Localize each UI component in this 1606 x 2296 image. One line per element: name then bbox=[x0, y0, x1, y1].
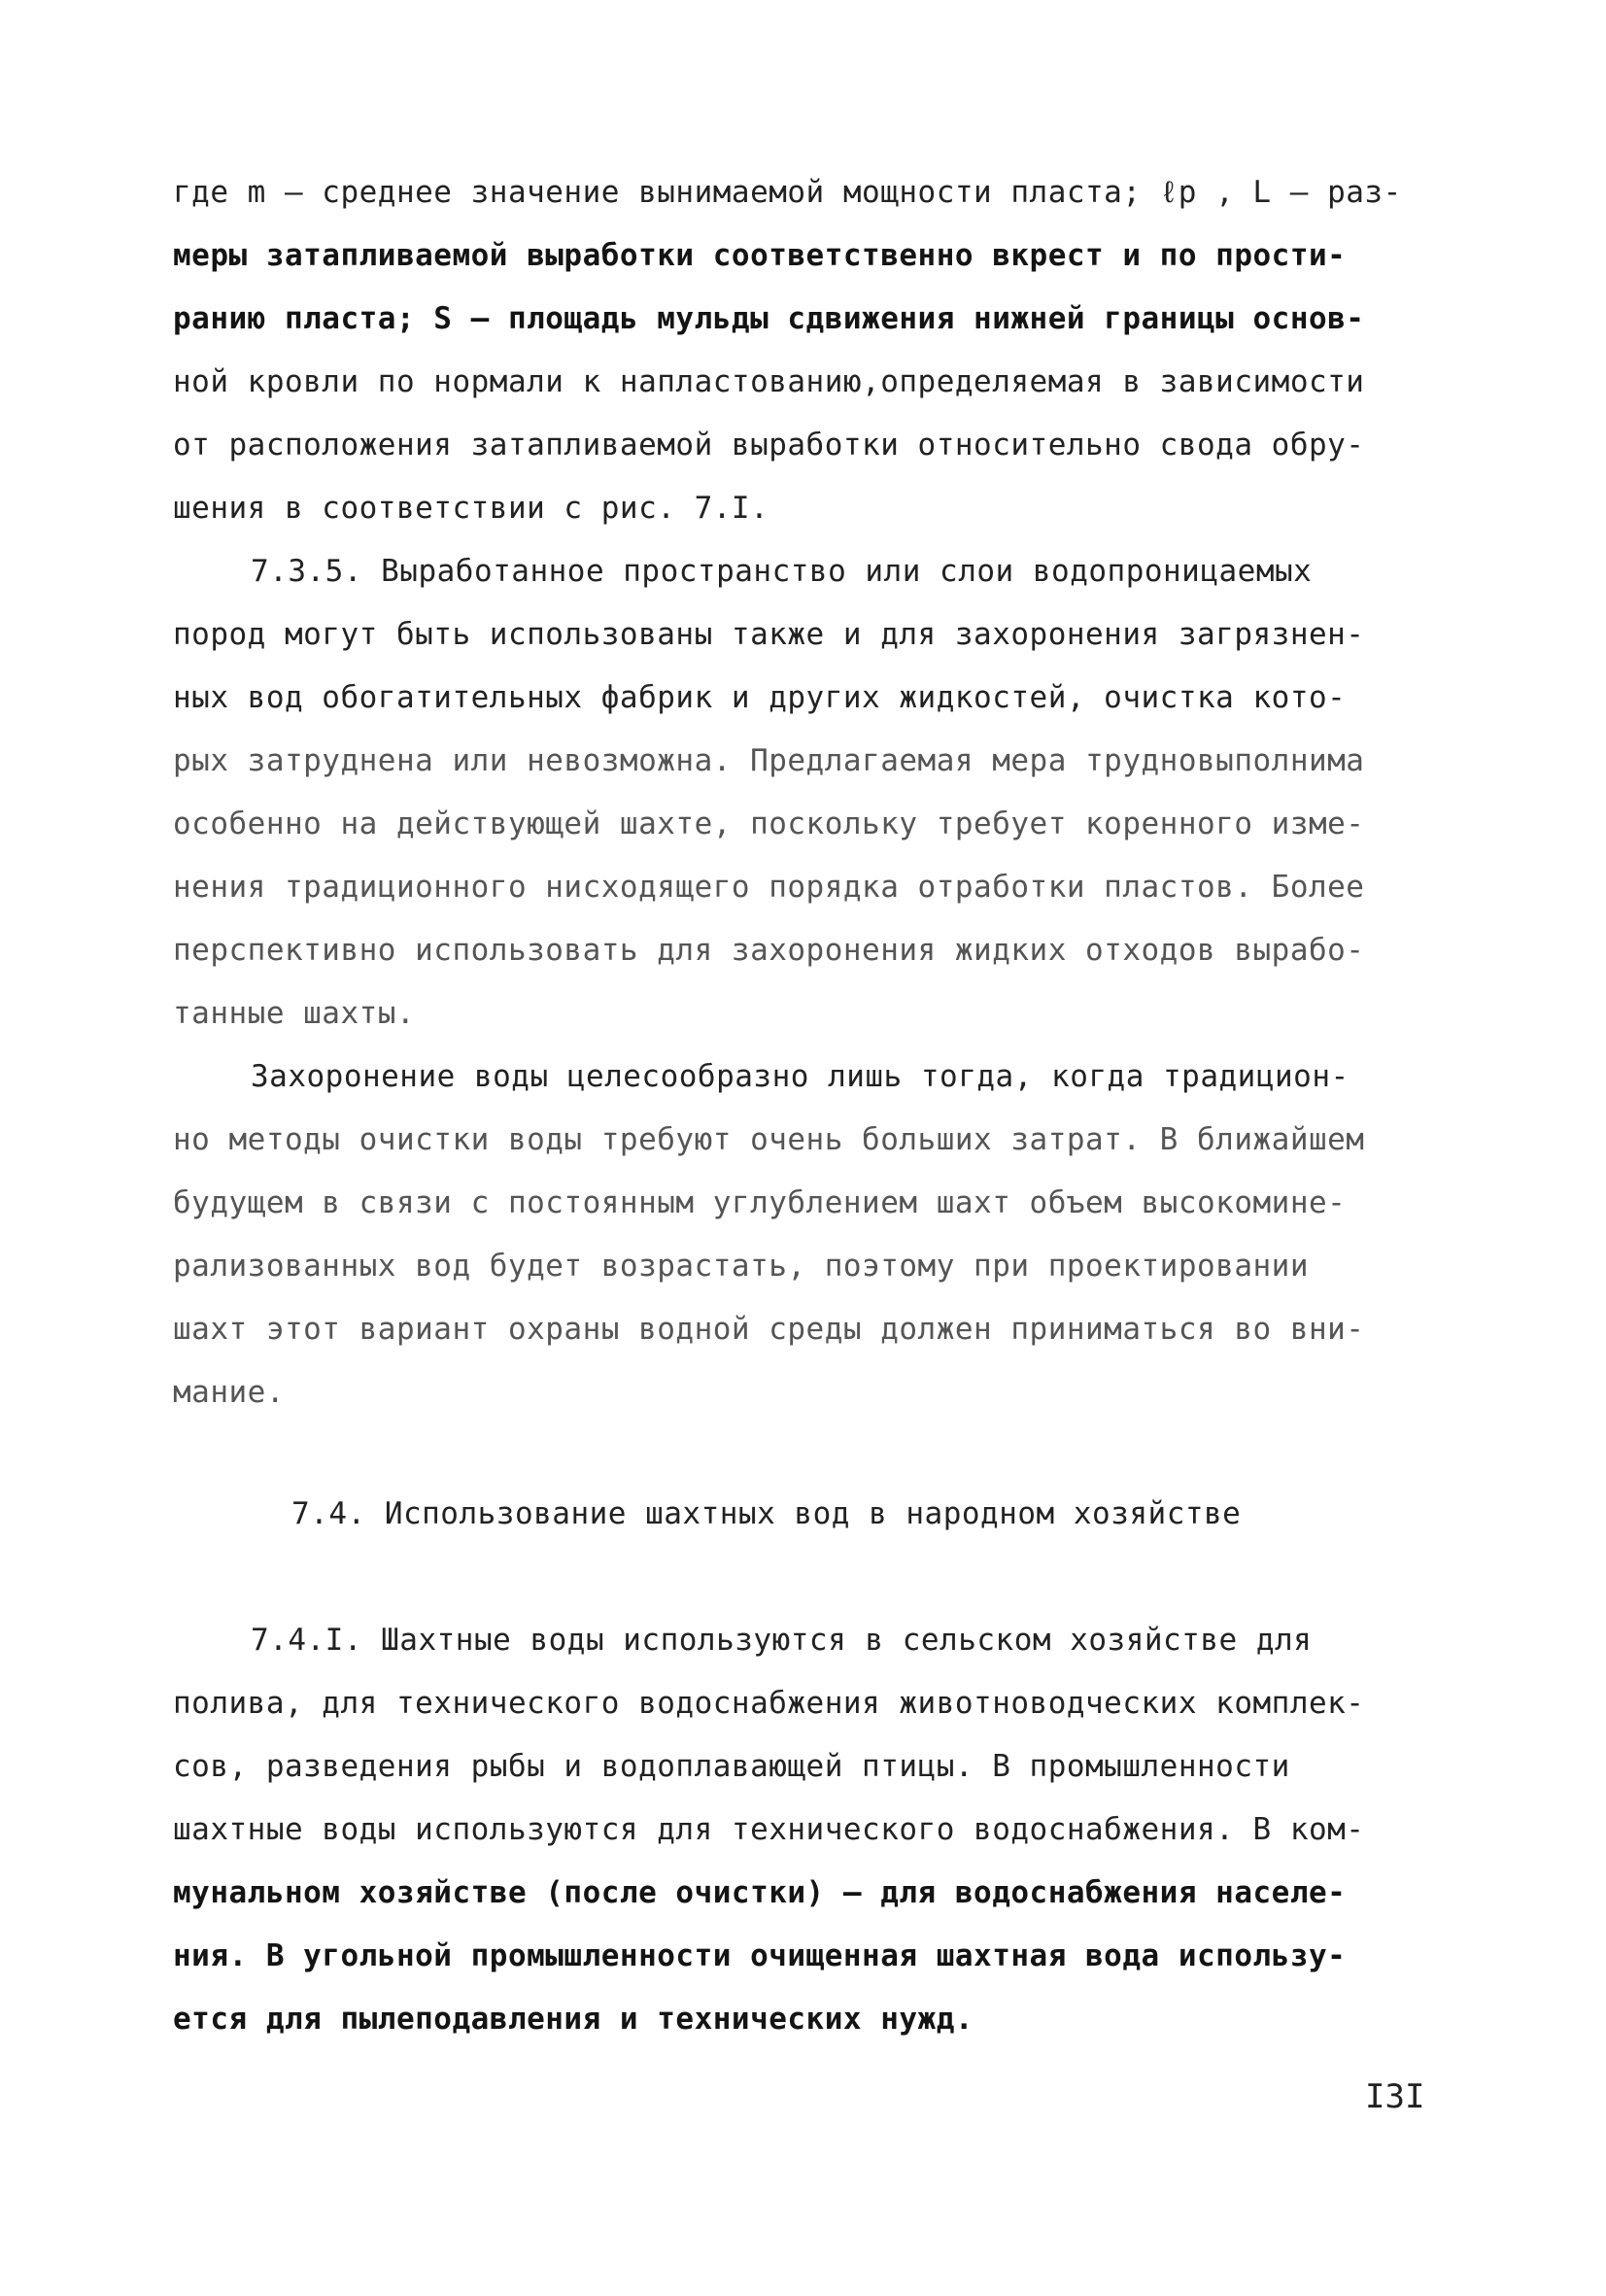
text-line: мание. bbox=[173, 1375, 285, 1410]
text-line: рых затруднена или невозможна. Предлагаемая мера трудновыполнима bbox=[173, 743, 1365, 778]
text-line: шахт этот вариант охраны водной среды должен приниматься во вни- bbox=[173, 1312, 1365, 1347]
text-line: меры затапливаемой выработки соответственно вкрест и по прости- bbox=[173, 238, 1347, 273]
text-line: но методы очистки воды требуют очень больших затрат. В ближайшем bbox=[173, 1122, 1365, 1157]
text-line: нения традиционного нисходящего порядка отработки пластов. Более bbox=[173, 870, 1365, 905]
text-line: от расположения затапливаемой выработки относительно свода обру- bbox=[173, 428, 1365, 463]
text-line: ной кровли по нормали к напластованию,определяемая в зависимости bbox=[173, 364, 1365, 399]
text-line: сов, разведения рыбы и водоплавающей птицы. В промышленности bbox=[173, 1749, 1290, 1784]
text-line: полива, для технического водоснабжения животноводческих комплек- bbox=[173, 1686, 1365, 1721]
page-number: I3I bbox=[1365, 2077, 1425, 2116]
text-line: ных вод обогатительных фабрик и других жидкостей, очистка кото- bbox=[173, 680, 1347, 715]
text-line: шения в соответствии с рис. 7.I. bbox=[173, 491, 769, 526]
section-heading: 7.4. Использование шахтных вод в народном хозяйстве bbox=[291, 1496, 1242, 1531]
text-line: шахтные воды используются для технического водоснабжения. В ком- bbox=[173, 1812, 1365, 1847]
text-line: ния. В угольной промышленности очищенная шахтная вода использу- bbox=[173, 1938, 1347, 1973]
text-line: ранию пласта; S – площадь мульды сдвижения нижней границы основ- bbox=[173, 301, 1365, 336]
text-line: танные шахты. bbox=[173, 996, 416, 1031]
text-line: перспективно использовать для захоронения жидких отходов вырабо- bbox=[173, 933, 1365, 968]
text-line: особенно на действующей шахте, поскольку требует коренного изме- bbox=[173, 806, 1365, 841]
text-line: где m – среднее значение вынимаемой мощности пласта; ℓp , L – раз- bbox=[173, 175, 1402, 210]
text-line: 7.4.I. Шахтные воды используются в сельском хозяйстве для bbox=[251, 1623, 1313, 1658]
text-line: ется для пылеподавления и технических нужд. bbox=[173, 2002, 974, 2037]
text-line: Захоронение воды целесообразно лишь тогда, когда традицион- bbox=[251, 1059, 1350, 1094]
text-line: пород могут быть использованы также и для захоронения загрязнен- bbox=[173, 617, 1365, 652]
text-line: мунальном хозяйстве (после очистки) – для водоснабжения населе- bbox=[173, 1875, 1347, 1910]
text-line: 7.3.5. Выработанное пространство или слои водопроницаемых bbox=[251, 554, 1313, 589]
text-line: будущем в связи с постоянным углублением шахт объем высокомине- bbox=[173, 1185, 1347, 1220]
text-line: рализованных вод будет возрастать, поэтому при проектировании bbox=[173, 1249, 1309, 1284]
